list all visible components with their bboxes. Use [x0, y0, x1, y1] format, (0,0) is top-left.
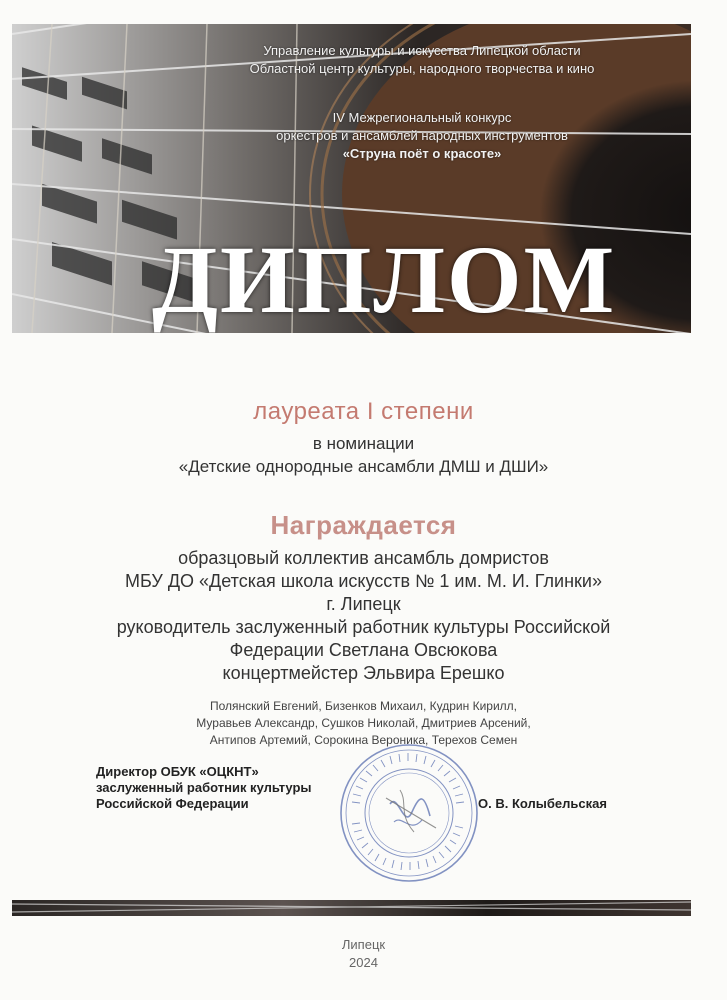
- footer-decorative-strip: [12, 900, 691, 916]
- members-line-3: Антипов Артемий, Сорокина Вероника, Терехов Семен: [209, 733, 518, 747]
- signatory-name: О. В. Колыбельская: [478, 796, 607, 811]
- recipient-line-4: руководитель заслуженный работник культуры Российской: [116, 617, 611, 637]
- header-guitar-photo: [12, 24, 691, 333]
- recipient-line-6: концертмейстер Эльвира Ерешко: [222, 663, 505, 683]
- director-line-1: Директор ОБУК «ОЦКНТ»: [96, 764, 259, 779]
- recipient-line-3: г. Липецк: [326, 594, 401, 614]
- members-line-2: Муравьев Александр, Сушков Николай, Дмитриев Арсений,: [196, 716, 531, 730]
- footer-year: 2024: [349, 955, 378, 970]
- nomination-value: «Детские однородные ансамбли ДМШ и ДШИ»: [178, 457, 549, 476]
- members-line-1: Полянский Евгений, Бизенков Михаил, Кудрин Кирилл,: [210, 699, 517, 713]
- organization-line-1: Управление культуры и искусства Липецкой области: [263, 43, 581, 58]
- header-text-block: [12, 24, 691, 333]
- official-seal-stamp: [338, 742, 480, 884]
- diploma-title: ДИПЛОМ: [152, 226, 617, 333]
- contest-line-1: IV Межрегиональный конкурс: [332, 110, 512, 125]
- degree-title: лауреата I степени: [253, 398, 474, 425]
- contest-name: «Струна поёт о красоте»: [342, 146, 502, 161]
- recipient-line-1: образцовый коллектив ансамбль домристов: [178, 548, 549, 568]
- recipient-line-5: Федерации Светлана Овсюкова: [229, 640, 498, 660]
- recipient-line-2: МБУ ДО «Детская школа искусств № 1 им. М. И. Глинки»: [125, 571, 602, 591]
- director-title: [96, 764, 356, 812]
- awarded-heading: Награждается: [270, 510, 457, 540]
- nomination-label: в номинации: [312, 434, 415, 453]
- contest-line-2: оркестров и ансамблей народных инструментов: [276, 128, 568, 143]
- organization-line-2: Областной центр культуры, народного творчества и кино: [249, 61, 595, 76]
- director-line-3: Российской Федерации: [96, 796, 249, 811]
- director-line-2: заслуженный работник культуры: [96, 780, 312, 795]
- footer-city: Липецк: [341, 937, 386, 952]
